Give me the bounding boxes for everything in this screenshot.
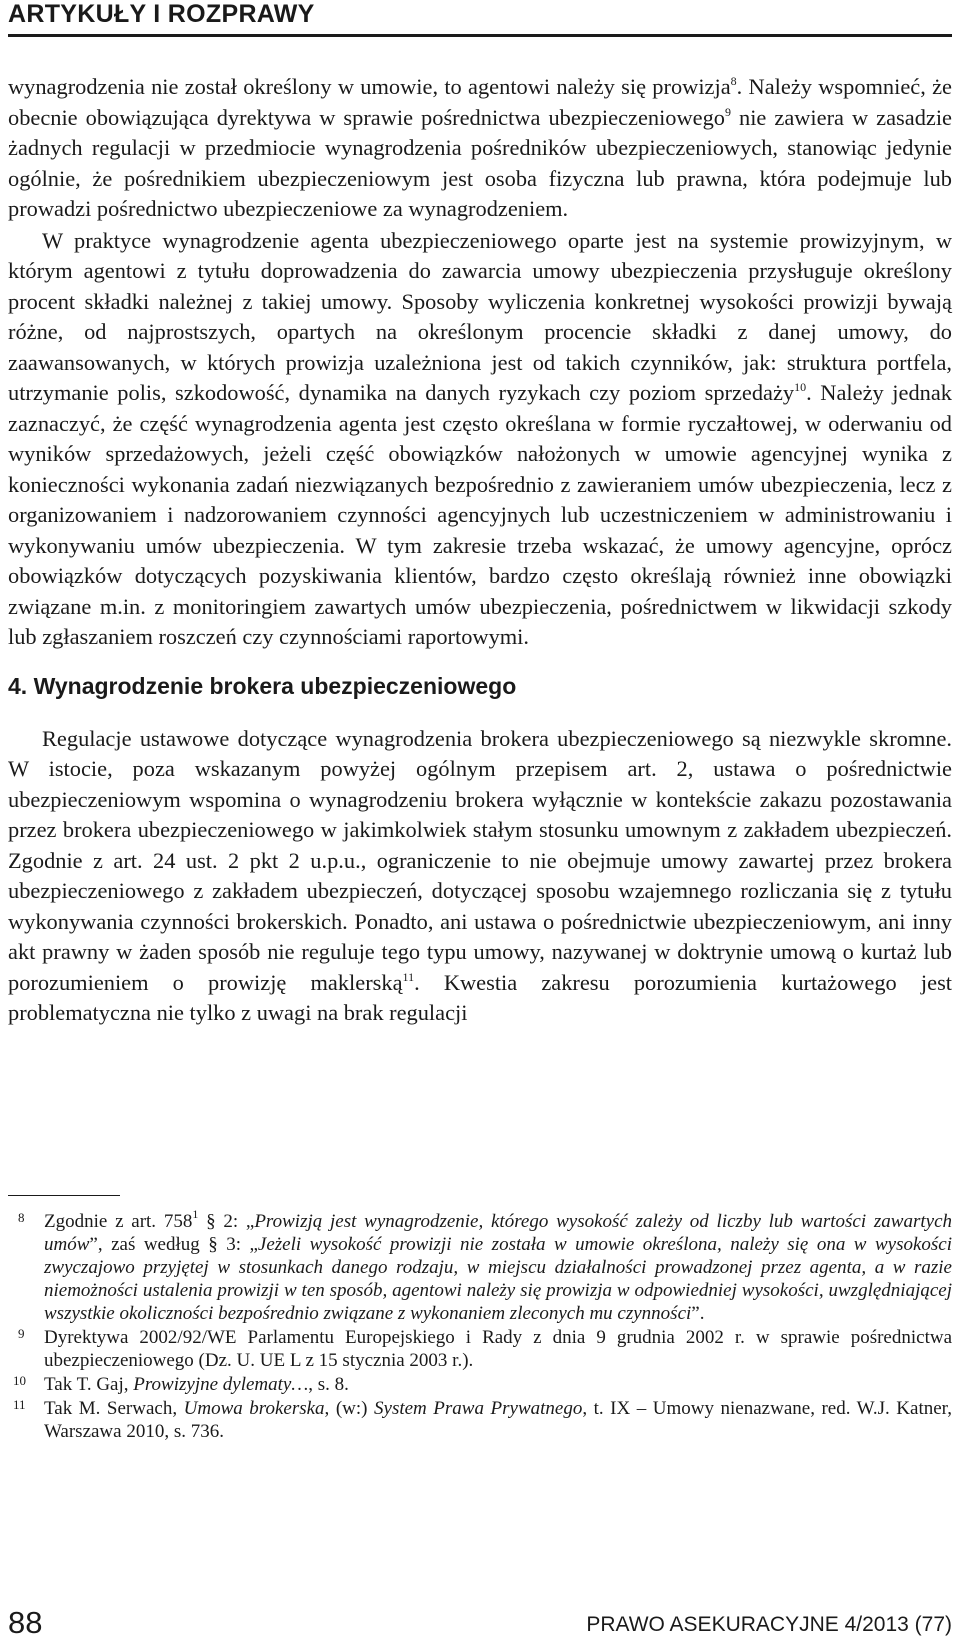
- paragraph-3-text-a: Regulacje ustawowe dotyczące wynagrodzenia brokera ubezpieczeniowego są niezwykle skromne. W istocie, poza wskazanym powyżej ogólnym przepisem art. 2, ustawa o pośrednictwie ubezpieczeniowym wspomina o wynagrodzeniu brokera wyłącznie w kontekście zakazu pozostawania przez brokera ubezpieczeniowego w jakimkolwiek stałym stosunku umownym z zakładem ubezpieczeń. Zgodnie z art. 24 ust. 2 pkt 2 u.p.u., ograniczenie to nie obejmuje umowy zawartej przez brokera ubezpieczeniowego z zakładem ubezpieczeń, dotyczącej sposobu wzajemnego rozliczania się z tytułu wykonywania czynności brokerskich. Ponadto, ani ustawa o pośrednictwie ubezpieczeniowym, ani inny akt prawny w żaden sposób nie reguluje tego typu umowy, nazywanej w doktrynie umową o kurtaż lub porozumieniem o prowizję maklerską: [8, 725, 952, 995]
- paragraph-2-text-b: . Należy jednak zaznaczyć, że część wynagrodzenia agenta jest często określana w formie ryczałtowej, w oderwaniu od wyników sprzedażowych, jeżeli część obowiązków nałożonych w umowie agencyjnej wynika z konieczności wykonania zadań niezwiązanych bezpośrednio z zawieraniem umów ubezpieczenia, lecz z organizowaniem i nadzorowaniem czynności agencyjnych lub uczestniczeniem w administrowaniu i wykonywaniu umów ubezpieczenia. W tym zakresie trzeba wskazać, że umowy agencyjne, oprócz obowiązków dotyczących pozyskiwania klientów, bardzo często określają również inne obowiązki związane m.in. z monitoringiem zawartych umów ubezpieczenia, pośrednictwem w likwidacji szkody lub zgłaszaniem roszczeń czy czynnościami raportowymi.: [8, 380, 952, 649]
- footnote-10-title: Prowizyjne dylematy…: [133, 1374, 309, 1395]
- footnote-9: [8, 1326, 952, 1372]
- footnote-11-title: Umowa brokerska: [183, 1398, 325, 1419]
- footnote-8-text-f: ”.: [691, 1303, 705, 1324]
- footnote-11-text-c: , (w:): [324, 1398, 375, 1419]
- footnote-8-quote-1: Prowizją jest wynagrodzenie, którego wysokość zależy od liczby lub wartości zawartych umów: [44, 1211, 952, 1255]
- footnote-8-text-d: ”, zaś według § 3: „: [89, 1234, 258, 1255]
- footnote-11: [8, 1397, 952, 1443]
- footnote-ref-10[interactable]: 10: [794, 380, 807, 394]
- article-body: [8, 72, 952, 1029]
- footnote-10-text-a: Tak T. Gaj,: [44, 1374, 134, 1395]
- paragraph-2-text-a: W praktyce wynagrodzenie agenta ubezpieczeniowego oparte jest na systemie prowizyjnym, w którym agentowi z tytułu doprowadzenia do zawarcia umowy ubezpieczenia przysługuje określony procent składki należnej z takiej umowy. Sposoby wyliczenia konkretnej wysokości prowizji bywają różne, od najprostszych, opartych na określonym procencie składki z danej umowy, do zaawansowanych, w których prowizja uzależniona jest od takich czynników, jak: struktura portfela, utrzymanie polis, szkodowość, dynamika na danych ryzykach czy poziom sprzedaży: [8, 227, 952, 405]
- page-number: 88: [8, 1605, 43, 1640]
- footnote-number: 11: [13, 1397, 26, 1412]
- footnote-8-text-b: § 2: „: [198, 1211, 255, 1232]
- section-heading: 4. Wynagrodzenie brokera ubezpieczeniowego: [8, 672, 517, 699]
- footnote-11-text-e: , t. IX – Umowy nienazwane, red. W.J. Katner, Warszawa 2010, s. 736.: [44, 1398, 952, 1442]
- footnote-ref-8[interactable]: 8: [730, 74, 737, 88]
- paragraph-2: [8, 226, 952, 653]
- footnotes: [8, 1207, 952, 1444]
- journal-citation: PRAWO ASEKURACYJNE 4/2013 (77): [586, 1613, 952, 1636]
- footnote-8-sup: 1: [192, 1207, 199, 1221]
- footnote-8: [8, 1207, 952, 1325]
- footnote-8-quote-2: Jeżeli wysokość prowizji nie została w umowie określona, należy się ona w wysokości zwyczajowo przyjętej w stosunkach danego rodzaju, w miejscu działalności prowadzonej przez agenta, a w razie niemożności ustalenia prowizji w ten sposób, agentowi należy się prowizja w odpowiedniej wysokości, uwzględniającej wszystkie okoliczności bezpośrednio związane z wykonaniem zleconych mu czynności: [44, 1234, 952, 1324]
- footnote-ref-11[interactable]: 11: [402, 969, 415, 984]
- paragraph-1-text-a: wynagrodzenia nie został określony w umowie, to agentowi należy się prowizja: [8, 74, 731, 99]
- footnote-9-text: Dyrektywa 2002/92/WE Parlamentu Europejskiego i Rady z dnia 9 grudnia 2002 r. w sprawie pośrednictwa ubezpieczeniowego (Dz. U. UE L z 15 stycznia 2003 r.).: [44, 1327, 952, 1371]
- footnote-number: 8: [18, 1210, 25, 1225]
- footnotes-divider: [8, 1195, 120, 1196]
- footnote-10-text-c: , s. 8.: [308, 1374, 349, 1395]
- footnote-number: 9: [18, 1326, 25, 1341]
- footnote-11-series: System Prawa Prywatnego: [374, 1398, 583, 1419]
- paragraph-1-text-c: nie zawiera w zasadzie żadnych regulacji w przedmiocie wynagrodzenia pośredników ubezpieczeniowych, stanowiąc jedynie ogólnie, że pośrednikiem ubezpieczeniowym jest osoba fizyczna lub prawna, która podejmuje lub prowadzi pośrednictwo ubezpieczeniowe za wynagrodzeniem.: [8, 104, 952, 221]
- footnote-8-text-a: Zgodnie z art. 758: [44, 1211, 193, 1232]
- paragraph-3-text-b: . Kwestia zakresu porozumienia kurtażowego jest problematyczna nie tylko z uwagi na brak regulacji: [8, 969, 952, 1025]
- footnote-11-text-a: Tak M. Serwach,: [44, 1398, 184, 1419]
- paragraph-3: [8, 724, 952, 1029]
- paragraph-1: [8, 72, 952, 225]
- running-header: [8, 0, 952, 37]
- footnote-10: [8, 1373, 952, 1396]
- section-header-title: ARTYKUŁY I ROZPRAWY: [8, 0, 315, 28]
- paragraph-1-text-b: . Należy wspomnieć, że obecnie obowiązująca dyrektywa w sprawie pośrednictwa ubezpieczeniowego: [8, 74, 952, 130]
- page-footer: [8, 1605, 952, 1645]
- footnote-number: 10: [13, 1373, 26, 1388]
- footnote-ref-9[interactable]: 9: [725, 104, 731, 119]
